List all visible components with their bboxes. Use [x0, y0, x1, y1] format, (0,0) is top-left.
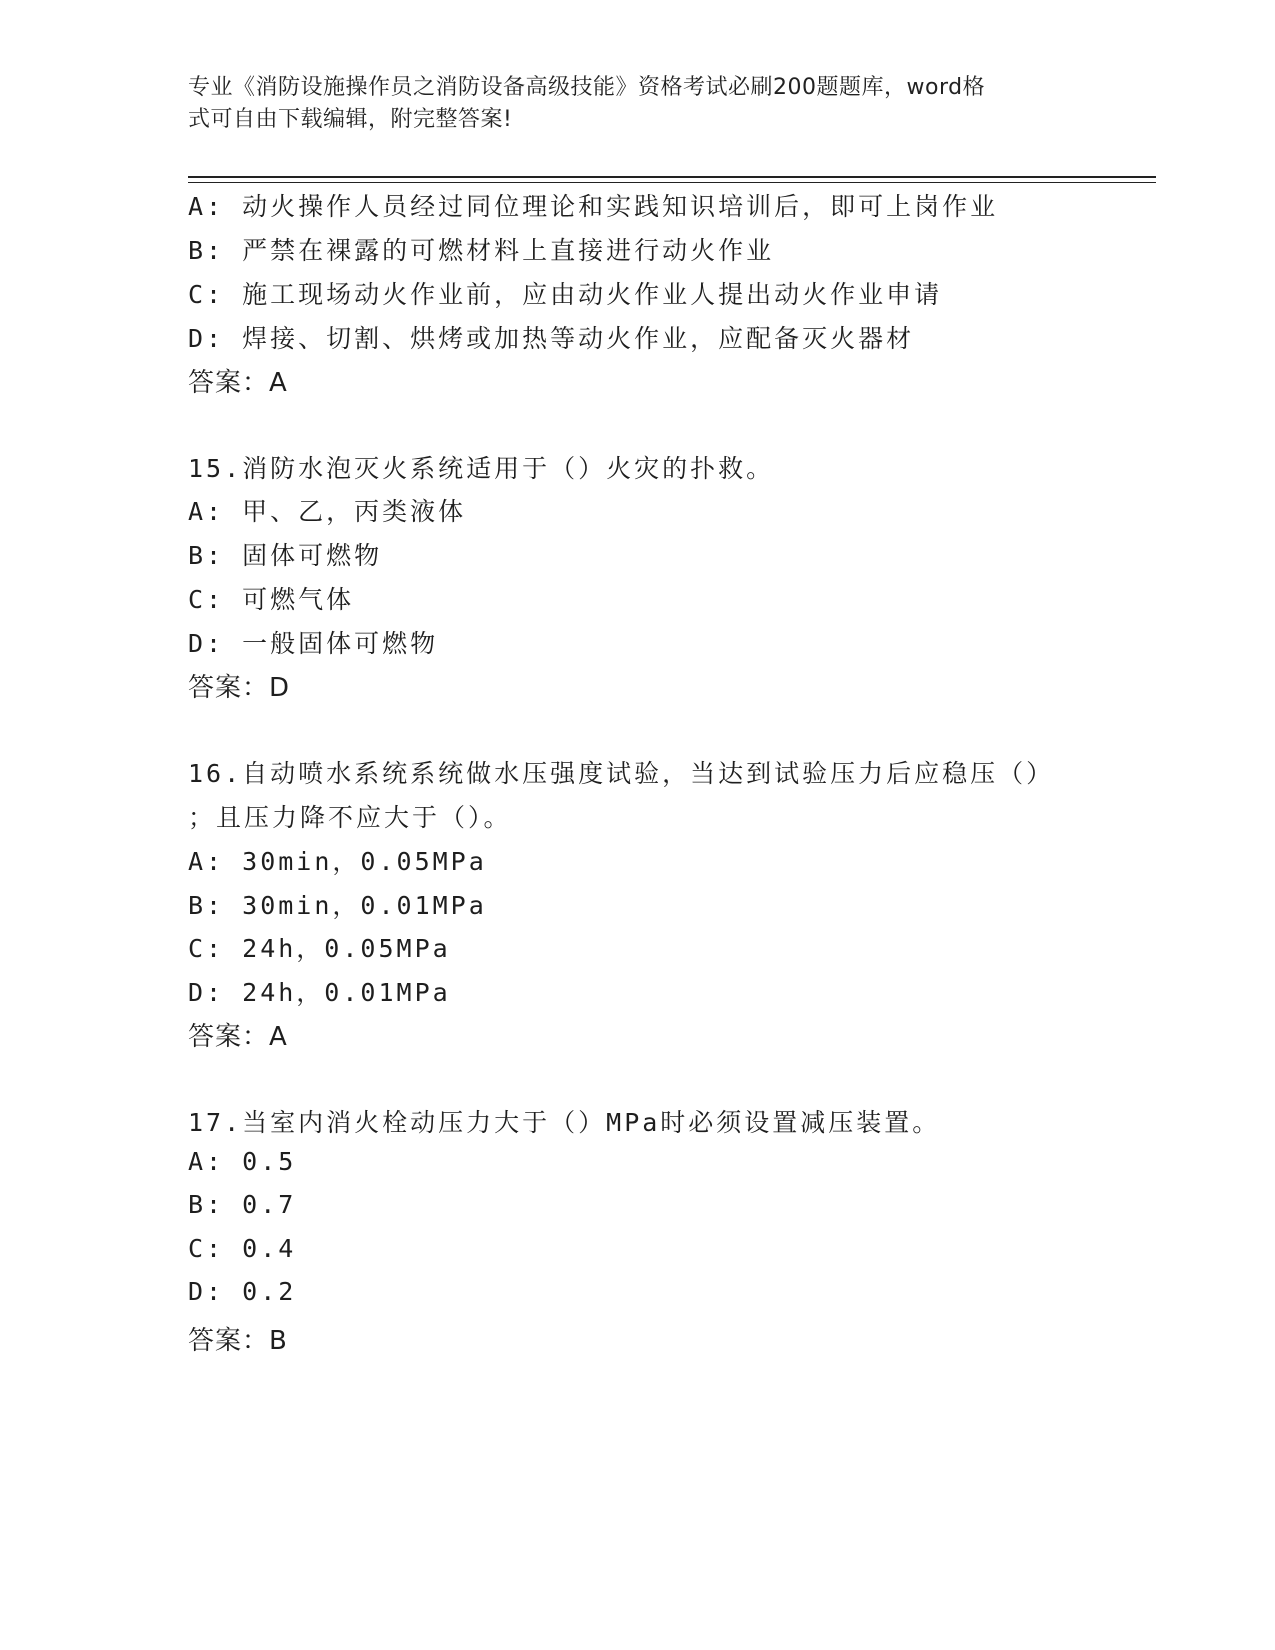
q16-option-a: A: 30min，0.05MPa [188, 847, 487, 876]
q15-stem: 15.消防水泡灭火系统适用于（）火灾的扑救。 [188, 454, 775, 483]
q15-option-a: A: 甲、乙，丙类液体 [188, 497, 467, 526]
q16-answer: 答案：A [188, 1022, 288, 1052]
header-divider-thick [188, 176, 1156, 178]
header-line-2: 式可自由下载编辑，附完整答案! [188, 107, 513, 132]
q15-option-c: C: 可燃气体 [188, 585, 355, 614]
q17-option-c: C: 0.4 [188, 1234, 297, 1263]
q16-stem-line-1: 16.自动喷水系统系统做水压强度试验，当达到试验压力后应稳压（） [188, 759, 1055, 788]
header-line-1: 专业《消防设施操作员之消防设备高级技能》资格考试必刷200题题库，word格 [188, 75, 986, 100]
q16-stem-line-2: ；且压力降不应大于（）。 [188, 803, 512, 832]
document-header [188, 72, 1068, 136]
q16-option-d: D: 24h，0.01MPa [188, 978, 451, 1007]
q17-answer: 答案：B [188, 1326, 288, 1356]
q14-option-d: D: 焊接、切割、烘烤或加热等动火作业，应配备灭火器材 [188, 324, 915, 353]
q17-option-d: D: 0.2 [188, 1277, 297, 1306]
q16-option-b: B: 30min，0.01MPa [188, 891, 487, 920]
header-divider-thin [188, 182, 1156, 183]
q17-option-b: B: 0.7 [188, 1190, 297, 1219]
q14-answer: 答案：A [188, 368, 288, 398]
q14-option-c: C: 施工现场动火作业前，应由动火作业人提出动火作业申请 [188, 280, 943, 309]
q17-stem: 17.当室内消火栓动压力大于（）MPa时必须设置减压装置。 [188, 1108, 941, 1137]
q14-option-a: A: 动火操作人员经过同位理论和实践知识培训后，即可上岗作业 [188, 192, 999, 221]
q15-option-b: B: 固体可燃物 [188, 541, 383, 570]
q17-option-a: A: 0.5 [188, 1147, 297, 1176]
q14-option-b: B: 严禁在裸露的可燃材料上直接进行动火作业 [188, 236, 775, 265]
q15-answer: 答案：D [188, 673, 291, 703]
q15-option-d: D: 一般固体可燃物 [188, 629, 439, 658]
q16-option-c: C: 24h，0.05MPa [188, 934, 451, 963]
